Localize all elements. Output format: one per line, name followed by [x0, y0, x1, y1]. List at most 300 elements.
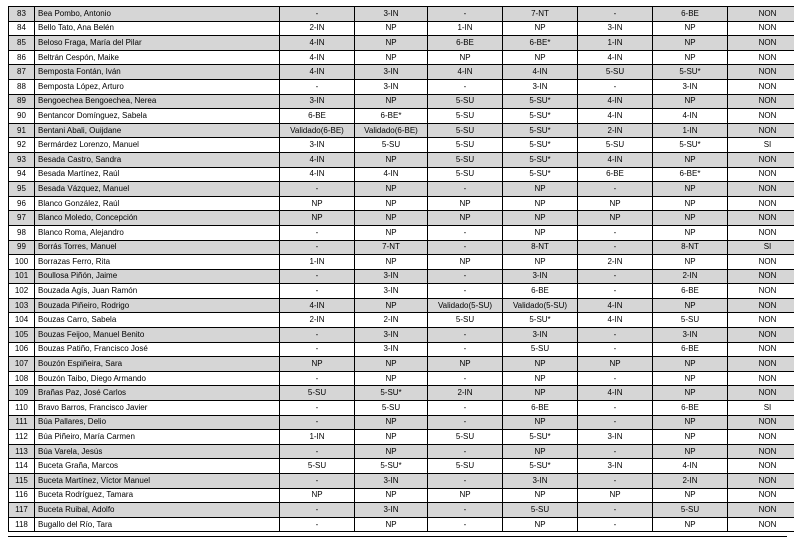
- grade-cell: 5-SU*: [503, 138, 578, 153]
- result-cell: NON: [728, 65, 794, 80]
- grade-cell: NP: [653, 21, 728, 36]
- row-number: 112: [9, 430, 35, 445]
- row-number: 83: [9, 7, 35, 22]
- row-number: 86: [9, 50, 35, 65]
- grade-cell: 5-SU*: [503, 167, 578, 182]
- row-number: 115: [9, 474, 35, 489]
- grade-cell: NP: [653, 430, 728, 445]
- grade-cell: -: [280, 503, 355, 518]
- grade-cell: NP: [653, 386, 728, 401]
- student-name: Buceta Martínez, Víctor Manuel: [35, 474, 280, 489]
- grade-cell: 3-IN: [355, 79, 428, 94]
- table-row: [9, 298, 794, 313]
- grade-cell: 5-SU: [428, 109, 503, 124]
- grade-cell: NP: [428, 196, 503, 211]
- table-row: [9, 65, 794, 80]
- result-cell: NON: [728, 503, 794, 518]
- grade-cell: 5-SU*: [503, 313, 578, 328]
- grade-cell: -: [280, 182, 355, 197]
- grade-cell: -: [428, 371, 503, 386]
- row-number: 84: [9, 21, 35, 36]
- table-row: [9, 503, 794, 518]
- grade-cell: -: [428, 7, 503, 22]
- grade-cell: 2-IN: [653, 474, 728, 489]
- table-row: [9, 255, 794, 270]
- student-name: Borrás Torres, Manuel: [35, 240, 280, 255]
- grade-cell: -: [578, 503, 653, 518]
- student-name: Bentancor Domínguez, Sabela: [35, 109, 280, 124]
- student-name: Bouzón Espiñeira, Sara: [35, 357, 280, 372]
- grade-cell: -: [578, 415, 653, 430]
- grade-cell: -: [428, 517, 503, 532]
- grade-cell: NP: [355, 21, 428, 36]
- result-cell: NON: [728, 50, 794, 65]
- grade-cell: 4-IN: [578, 152, 653, 167]
- grade-cell: -: [578, 7, 653, 22]
- grade-cell: -: [428, 503, 503, 518]
- grade-cell: 3-IN: [578, 21, 653, 36]
- row-number: 98: [9, 225, 35, 240]
- grade-cell: NP: [653, 94, 728, 109]
- result-cell: NON: [728, 488, 794, 503]
- grade-cell: NP: [503, 488, 578, 503]
- row-number: 111: [9, 415, 35, 430]
- student-name: Búa Piñeiro, María Carmen: [35, 430, 280, 445]
- table-row: [9, 123, 794, 138]
- grade-cell: 3-IN: [578, 459, 653, 474]
- table-row: [9, 401, 794, 416]
- row-number: 100: [9, 255, 35, 270]
- row-number: 99: [9, 240, 35, 255]
- grade-cell: NP: [355, 94, 428, 109]
- grade-cell: NP: [503, 386, 578, 401]
- row-number: 107: [9, 357, 35, 372]
- grade-cell: 3-IN: [355, 7, 428, 22]
- grade-cell: 6-BE: [578, 167, 653, 182]
- student-name: Bouzón Taibo, Diego Armando: [35, 371, 280, 386]
- grade-cell: 5-SU: [428, 167, 503, 182]
- grade-cell: 3-IN: [503, 474, 578, 489]
- grade-cell: 2-IN: [578, 255, 653, 270]
- table-row: [9, 240, 794, 255]
- grade-cell: 1-IN: [653, 123, 728, 138]
- grade-cell: -: [280, 444, 355, 459]
- table-row: [9, 474, 794, 489]
- grade-cell: 5-SU*: [355, 386, 428, 401]
- table-row: [9, 21, 794, 36]
- grade-cell: Validado(6-BE): [355, 123, 428, 138]
- student-name: Besada Martínez, Raúl: [35, 167, 280, 182]
- grade-cell: 3-IN: [355, 284, 428, 299]
- grade-cell: 5-SU*: [503, 109, 578, 124]
- grade-cell: 2-IN: [280, 21, 355, 36]
- result-cell: NON: [728, 152, 794, 167]
- student-name: Besada Vázquez, Manuel: [35, 182, 280, 197]
- grade-cell: 5-SU: [428, 123, 503, 138]
- grade-cell: 4-IN: [503, 65, 578, 80]
- table-row: [9, 211, 794, 226]
- grade-cell: 5-SU*: [503, 94, 578, 109]
- student-name: Búa Varela, Jesús: [35, 444, 280, 459]
- grade-cell: 6-BE*: [503, 36, 578, 51]
- student-name: Buceta Graña, Marcos: [35, 459, 280, 474]
- grade-cell: NP: [653, 50, 728, 65]
- grade-cell: NP: [653, 36, 728, 51]
- grade-cell: 3-IN: [653, 328, 728, 343]
- row-number: 91: [9, 123, 35, 138]
- table-row: [9, 109, 794, 124]
- grade-cell: 4-IN: [280, 152, 355, 167]
- table-row: [9, 269, 794, 284]
- result-cell: NON: [728, 313, 794, 328]
- student-name: Bugallo del Río, Tara: [35, 517, 280, 532]
- student-name: Besada Castro, Sandra: [35, 152, 280, 167]
- row-number: 89: [9, 94, 35, 109]
- grade-cell: 4-IN: [653, 459, 728, 474]
- grade-cell: -: [280, 225, 355, 240]
- grade-cell: -: [280, 474, 355, 489]
- result-cell: NON: [728, 444, 794, 459]
- grade-cell: NP: [653, 255, 728, 270]
- table-row: [9, 182, 794, 197]
- result-cell: NON: [728, 342, 794, 357]
- grade-cell: NP: [653, 357, 728, 372]
- row-number: 103: [9, 298, 35, 313]
- grade-cell: -: [428, 342, 503, 357]
- result-cell: NON: [728, 36, 794, 51]
- grade-cell: 2-IN: [653, 269, 728, 284]
- grade-cell: 5-SU*: [503, 430, 578, 445]
- grade-cell: -: [280, 284, 355, 299]
- student-name: Bermárdez Lorenzo, Manuel: [35, 138, 280, 153]
- grade-cell: 3-IN: [578, 430, 653, 445]
- result-cell: NON: [728, 284, 794, 299]
- grade-cell: NP: [653, 298, 728, 313]
- grade-cell: -: [428, 444, 503, 459]
- grade-cell: 3-IN: [355, 474, 428, 489]
- row-number: 96: [9, 196, 35, 211]
- grade-cell: 6-BE: [280, 109, 355, 124]
- grade-cell: NP: [280, 488, 355, 503]
- grade-cell: -: [578, 225, 653, 240]
- result-cell: NON: [728, 474, 794, 489]
- table-row: [9, 459, 794, 474]
- result-cell: NON: [728, 21, 794, 36]
- result-cell: NON: [728, 430, 794, 445]
- student-name: Blanco Roma, Alejandro: [35, 225, 280, 240]
- table-row: [9, 488, 794, 503]
- student-name: Blanco Moledo, Concepción: [35, 211, 280, 226]
- grade-cell: -: [280, 517, 355, 532]
- grade-cell: NP: [428, 50, 503, 65]
- grade-cell: 5-SU*: [653, 65, 728, 80]
- grade-cell: 2-IN: [280, 313, 355, 328]
- grade-cell: 4-IN: [578, 313, 653, 328]
- result-cell: NON: [728, 109, 794, 124]
- grade-cell: 4-IN: [578, 298, 653, 313]
- student-name: Bouzas Patiño, Francisco José: [35, 342, 280, 357]
- grade-cell: NP: [355, 255, 428, 270]
- grade-cell: -: [428, 182, 503, 197]
- table-row: [9, 415, 794, 430]
- table-row: [9, 328, 794, 343]
- grade-cell: 3-IN: [503, 269, 578, 284]
- table-row: [9, 357, 794, 372]
- row-number: 110: [9, 401, 35, 416]
- grade-cell: 1-IN: [280, 430, 355, 445]
- table-row: [9, 430, 794, 445]
- grades-sheet: [8, 6, 794, 532]
- grade-cell: 3-IN: [355, 269, 428, 284]
- student-name: Bemposta Fontán, Iván: [35, 65, 280, 80]
- grade-cell: 5-SU: [653, 503, 728, 518]
- row-number: 95: [9, 182, 35, 197]
- grade-cell: -: [280, 401, 355, 416]
- grade-cell: NP: [503, 50, 578, 65]
- grade-cell: NP: [503, 255, 578, 270]
- result-cell: NON: [728, 167, 794, 182]
- grade-cell: NP: [428, 357, 503, 372]
- student-name: Bemposta López, Arturo: [35, 79, 280, 94]
- grade-cell: 8-NT: [503, 240, 578, 255]
- grade-cell: NP: [653, 517, 728, 532]
- row-number: 105: [9, 328, 35, 343]
- student-name: Bravo Barros, Francisco Javier: [35, 401, 280, 416]
- grade-cell: -: [280, 7, 355, 22]
- result-cell: SI: [728, 401, 794, 416]
- grade-cell: 5-SU: [578, 138, 653, 153]
- grade-cell: NP: [503, 182, 578, 197]
- grade-cell: 5-SU*: [503, 152, 578, 167]
- table-row: [9, 167, 794, 182]
- grade-cell: -: [280, 371, 355, 386]
- row-number: 117: [9, 503, 35, 518]
- table-row: [9, 138, 794, 153]
- grade-cell: 6-BE*: [355, 109, 428, 124]
- result-cell: NON: [728, 211, 794, 226]
- grade-cell: NP: [503, 371, 578, 386]
- grade-cell: 6-BE: [653, 342, 728, 357]
- student-name: Bouzada Piñeiro, Rodrigo: [35, 298, 280, 313]
- grade-cell: 5-SU: [428, 313, 503, 328]
- result-cell: NON: [728, 459, 794, 474]
- grade-cell: NP: [428, 211, 503, 226]
- grade-cell: NP: [355, 50, 428, 65]
- grade-cell: NP: [503, 444, 578, 459]
- grade-cell: NP: [280, 211, 355, 226]
- grade-cell: 3-IN: [503, 79, 578, 94]
- grade-cell: 2-IN: [578, 123, 653, 138]
- grade-cell: 6-BE: [503, 401, 578, 416]
- grade-cell: 5-SU: [428, 430, 503, 445]
- row-number: 85: [9, 36, 35, 51]
- grade-cell: 6-BE: [653, 7, 728, 22]
- grade-cell: -: [578, 342, 653, 357]
- grade-cell: 6-BE: [653, 401, 728, 416]
- grade-cell: NP: [428, 488, 503, 503]
- table-row: [9, 342, 794, 357]
- grade-cell: 3-IN: [503, 328, 578, 343]
- result-cell: NON: [728, 79, 794, 94]
- grade-cell: NP: [653, 488, 728, 503]
- grade-cell: NP: [653, 371, 728, 386]
- grade-cell: 5-SU: [578, 65, 653, 80]
- grade-cell: -: [428, 269, 503, 284]
- table-row: [9, 50, 794, 65]
- grade-cell: 4-IN: [280, 50, 355, 65]
- grade-cell: 3-IN: [653, 79, 728, 94]
- grade-cell: 5-SU*: [653, 138, 728, 153]
- grade-cell: 4-IN: [428, 65, 503, 80]
- grade-cell: 5-SU: [428, 152, 503, 167]
- grade-cell: NP: [355, 371, 428, 386]
- grade-cell: 4-IN: [578, 50, 653, 65]
- grade-cell: NP: [653, 225, 728, 240]
- grade-cell: 5-SU: [503, 342, 578, 357]
- grade-cell: 3-IN: [280, 94, 355, 109]
- grade-cell: 4-IN: [280, 65, 355, 80]
- result-cell: NON: [728, 371, 794, 386]
- table-row: [9, 225, 794, 240]
- result-cell: NON: [728, 386, 794, 401]
- grade-cell: NP: [653, 196, 728, 211]
- grade-cell: NP: [355, 517, 428, 532]
- result-cell: NON: [728, 196, 794, 211]
- grade-cell: -: [578, 79, 653, 94]
- grade-cell: NP: [428, 255, 503, 270]
- table-row: [9, 284, 794, 299]
- grade-cell: NP: [355, 196, 428, 211]
- grade-cell: 6-BE*: [653, 167, 728, 182]
- student-name: Bentani Abali, Ouijdane: [35, 123, 280, 138]
- result-cell: NON: [728, 94, 794, 109]
- grade-cell: 4-IN: [578, 94, 653, 109]
- student-name: Bouzada Agís, Juan Ramón: [35, 284, 280, 299]
- table-row: [9, 196, 794, 211]
- result-cell: NON: [728, 298, 794, 313]
- grade-cell: -: [428, 79, 503, 94]
- grade-cell: -: [280, 328, 355, 343]
- grade-cell: NP: [503, 21, 578, 36]
- row-number: 102: [9, 284, 35, 299]
- result-cell: NON: [728, 357, 794, 372]
- grade-cell: -: [280, 79, 355, 94]
- row-number: 104: [9, 313, 35, 328]
- table-row: [9, 371, 794, 386]
- row-number: 118: [9, 517, 35, 532]
- grade-cell: NP: [355, 152, 428, 167]
- table-row: [9, 444, 794, 459]
- grade-cell: NP: [578, 196, 653, 211]
- row-number: 87: [9, 65, 35, 80]
- grade-cell: 4-IN: [355, 167, 428, 182]
- student-name: Boullosa Piñón, Jaime: [35, 269, 280, 284]
- grade-cell: NP: [355, 298, 428, 313]
- grade-cell: 4-IN: [578, 386, 653, 401]
- grade-cell: -: [280, 415, 355, 430]
- result-cell: NON: [728, 255, 794, 270]
- page-bottom-rule: [8, 536, 787, 537]
- result-cell: NON: [728, 225, 794, 240]
- grade-cell: 5-SU: [428, 459, 503, 474]
- result-cell: NON: [728, 123, 794, 138]
- grade-cell: -: [280, 240, 355, 255]
- grade-cell: 5-SU*: [355, 459, 428, 474]
- grade-cell: -: [428, 401, 503, 416]
- grade-cell: NP: [653, 444, 728, 459]
- table-row: [9, 94, 794, 109]
- grade-cell: 2-IN: [355, 313, 428, 328]
- grade-cell: 5-SU: [428, 94, 503, 109]
- student-name: Buceta Ruibal, Adolfo: [35, 503, 280, 518]
- grade-cell: 7-NT: [503, 7, 578, 22]
- row-number: 109: [9, 386, 35, 401]
- grade-cell: NP: [578, 357, 653, 372]
- grade-cell: NP: [578, 211, 653, 226]
- grade-cell: NP: [503, 357, 578, 372]
- grade-cell: 3-IN: [355, 342, 428, 357]
- grade-cell: 5-SU: [428, 138, 503, 153]
- student-name: Beltrán Cespón, Maike: [35, 50, 280, 65]
- grade-cell: -: [428, 240, 503, 255]
- student-name: Bello Tato, Ana Belén: [35, 21, 280, 36]
- table-row: [9, 517, 794, 532]
- row-number: 88: [9, 79, 35, 94]
- student-name: Bea Pombo, Antonio: [35, 7, 280, 22]
- grade-cell: -: [578, 328, 653, 343]
- row-number: 116: [9, 488, 35, 503]
- grade-cell: -: [578, 284, 653, 299]
- grade-cell: 4-IN: [280, 298, 355, 313]
- grade-cell: NP: [355, 357, 428, 372]
- grade-cell: 5-SU: [355, 401, 428, 416]
- grade-cell: -: [280, 342, 355, 357]
- grade-cell: -: [428, 225, 503, 240]
- grade-cell: NP: [653, 211, 728, 226]
- grade-cell: NP: [503, 225, 578, 240]
- row-number: 97: [9, 211, 35, 226]
- grade-cell: 6-BE: [428, 36, 503, 51]
- grade-cell: 4-IN: [578, 109, 653, 124]
- result-cell: SI: [728, 138, 794, 153]
- grade-cell: -: [578, 182, 653, 197]
- grade-cell: -: [578, 444, 653, 459]
- grade-cell: -: [578, 371, 653, 386]
- grade-cell: NP: [355, 444, 428, 459]
- grade-cell: NP: [280, 357, 355, 372]
- grade-cell: NP: [355, 182, 428, 197]
- row-number: 101: [9, 269, 35, 284]
- student-name: Bouzas Feijoo, Manuel Benito: [35, 328, 280, 343]
- grade-cell: NP: [355, 36, 428, 51]
- grade-cell: -: [428, 284, 503, 299]
- grade-cell: 8-NT: [653, 240, 728, 255]
- row-number: 114: [9, 459, 35, 474]
- student-name: Búa Pallares, Delio: [35, 415, 280, 430]
- table-row: [9, 7, 794, 22]
- grade-cell: NP: [280, 196, 355, 211]
- grades-table: [8, 6, 794, 532]
- table-row: [9, 79, 794, 94]
- grade-cell: Validado(5-SU): [503, 298, 578, 313]
- grade-cell: 4-IN: [280, 167, 355, 182]
- row-number: 108: [9, 371, 35, 386]
- grade-cell: -: [578, 269, 653, 284]
- grade-cell: 3-IN: [355, 328, 428, 343]
- result-cell: NON: [728, 328, 794, 343]
- grade-cell: 3-IN: [280, 138, 355, 153]
- grade-cell: 3-IN: [355, 503, 428, 518]
